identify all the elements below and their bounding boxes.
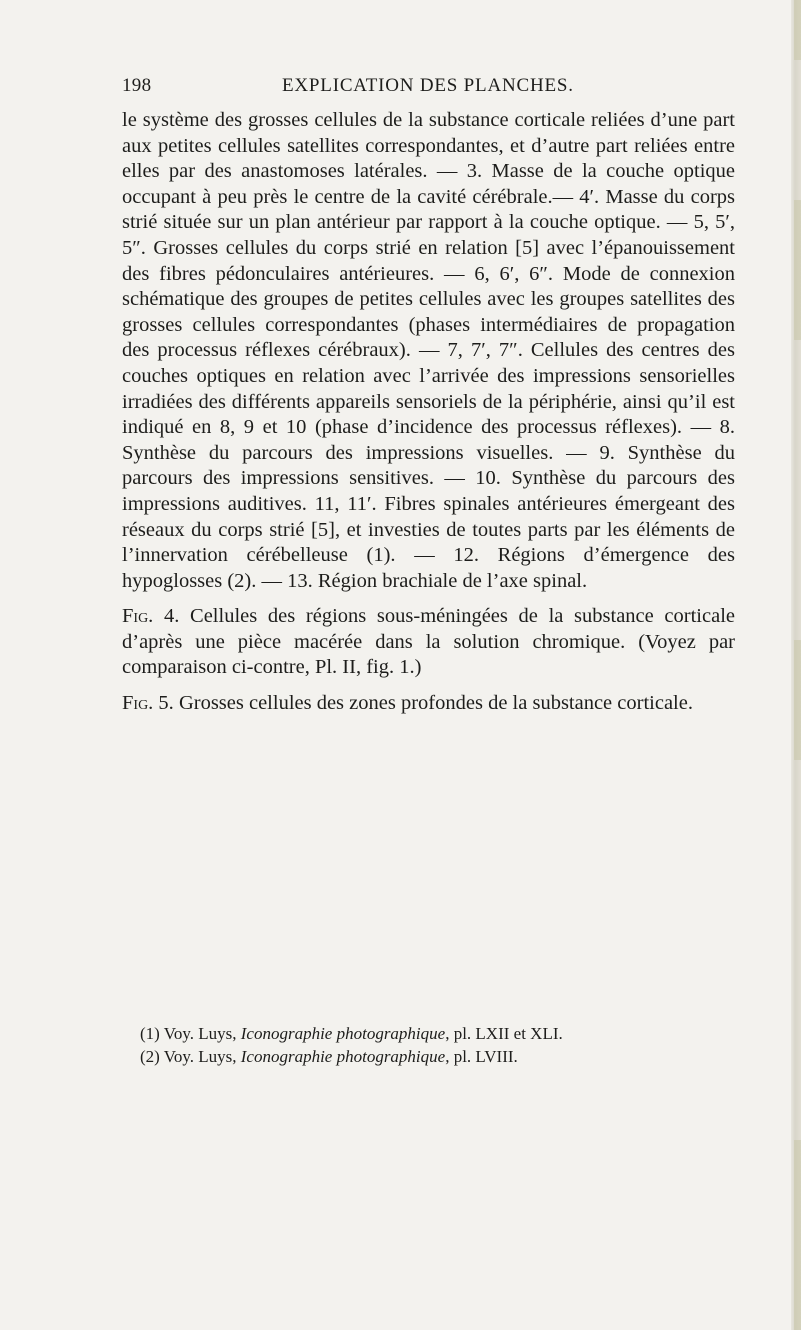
edge-tint bbox=[794, 1140, 801, 1330]
footnote-2-title: Iconographie photographique bbox=[240, 1047, 446, 1066]
edge-tint bbox=[794, 200, 801, 340]
footnote-2-suffix: , pl. LVIII. bbox=[445, 1047, 518, 1066]
page-number: 198 bbox=[122, 75, 152, 96]
edge-tint bbox=[794, 640, 801, 760]
edge-tint bbox=[794, 0, 801, 60]
figure-5-label: Fig. 5. bbox=[122, 692, 174, 715]
figure-4-caption bbox=[122, 604, 735, 681]
footnotes bbox=[140, 1022, 740, 1068]
footnote-1-title: Iconographie photographique bbox=[240, 1024, 446, 1043]
footnote-1 bbox=[140, 1022, 740, 1045]
figure-5-caption bbox=[122, 691, 735, 717]
page-header bbox=[122, 75, 732, 101]
footnote-1-suffix: , pl. LXII et XLI. bbox=[445, 1024, 563, 1043]
footnote-1-prefix: (1) Voy. Luys, bbox=[140, 1024, 241, 1043]
figure-4-label: Fig. 4. bbox=[122, 605, 180, 628]
footnote-2-prefix: (2) Voy. Luys, bbox=[140, 1047, 241, 1066]
page-edge bbox=[791, 0, 801, 1330]
paragraph-plate-explanation: le système des grosses cellules de la substance corticale reliées d’une part aux petites cellules satellites correspondantes, et d’autre part reliées entre elles par des anastomoses latérales. — 3. Masse de la couche optique occupant à peu près le centre de la cavité cérébrale.— 4′. Masse du corps strié située sur un plan antérieur par rapport à la couche optique. — 5, 5′, 5″. Grosses cellules du corps strié en relation [5] avec l’épanouissement des fibres pédonculaires antérieures. — 6, 6′, 6″. Mode de connexion schématique des groupes de petites cellules avec les groupes satellites des grosses cellules correspondantes (phases intermédiaires de propagation des processus réflexes cérébraux). — 7, 7′, 7″. Cellules des centres des couches optiques en relation avec l’arrivée des impressions sensorielles irradiées des différents appareils sensoriels de la périphérie, ainsi qu’il est indiqué en 8, 9 et 10 (phase d’incidence des processus réflexes). — 8. Synthèse du parcours des impressions visuelles. — 9. Synthèse du parcours des impressions sensitives. — 10. Synthèse du parcours des impressions auditives. 11, 11′. Fibres spinales antérieures émergeant des réseaux du corps strié [5], et investies de toutes parts par les éléments de l’innervation cérébelleuse (1). — 12. Régions d’émergence des hypoglosses (2). — 13. Région brachiale de l’axe spinal. bbox=[122, 109, 735, 592]
figure-4-text: Cellules des régions sous-méningées de la substance corticale d’après une pièce macérée dans la solution chromique. (Voyez par comparaison ci-contre, Pl. II, fig. 1.) bbox=[122, 605, 735, 679]
figure-5-text: Grosses cellules des zones profondes de la substance corticale. bbox=[173, 692, 693, 715]
footnote-2 bbox=[140, 1045, 740, 1068]
running-title: EXPLICATION DES PLANCHES. bbox=[282, 75, 574, 96]
main-text bbox=[122, 108, 735, 717]
